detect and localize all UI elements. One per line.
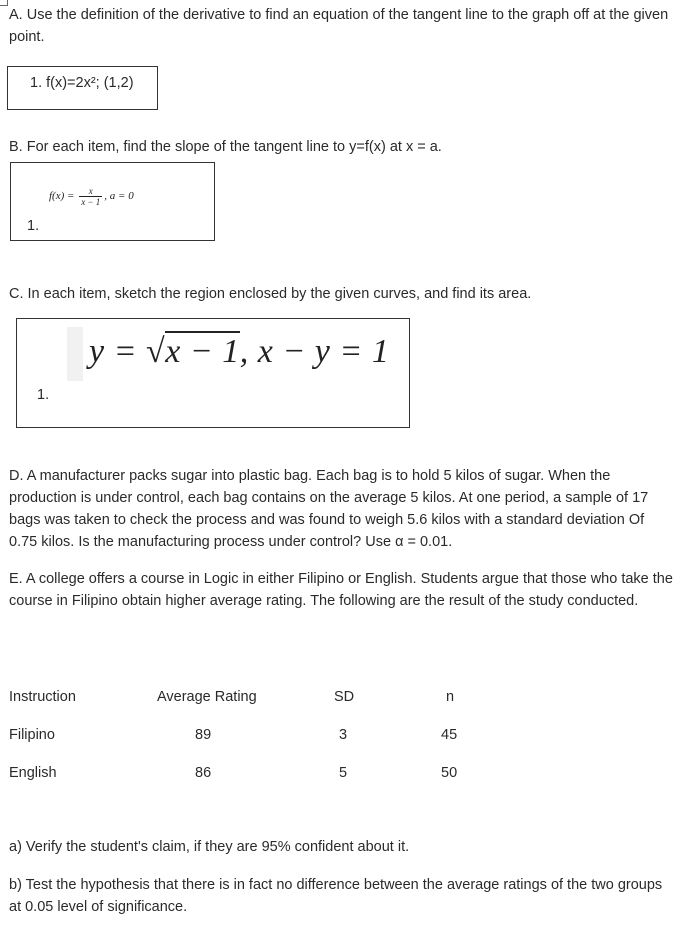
section-c-radical-sign: √ <box>146 333 166 370</box>
table-header-n: n <box>446 689 455 705</box>
section-d-problem: D. A manufacturer packs sugar into plastic bag. Each bag is to hold 5 kilos of sugar. When the production is under control, each bag contains on the average 5 kilos. At one period, a sample of 17 bags was taken to check the process and was found to weigh 5.6 kilos with a standard deviation Of 0.75 kilos. Is the manufacturing process under control? Use α = 0.01. <box>9 468 649 550</box>
table-header-instruction: Instruction <box>9 689 76 705</box>
table-header-average-rating: Average Rating <box>157 689 257 705</box>
section-b-formula <box>49 186 134 207</box>
section-b-item-number: 1. <box>27 218 40 234</box>
table-header-sd: SD <box>334 689 355 705</box>
section-e-question-a: a) Verify the student's claim, if they are 95% confident about it. <box>9 839 410 855</box>
section-c-formula <box>89 331 389 372</box>
section-b-item-box <box>10 162 215 241</box>
table-row-2-n: 50 <box>441 765 458 781</box>
section-b-condition: , a = 0 <box>104 190 134 203</box>
section-c-formula-lhs: y = <box>89 333 138 370</box>
section-b-denominator: x − 1 <box>81 197 101 207</box>
section-b-fraction <box>79 186 102 207</box>
section-c-item-number: 1. <box>37 387 50 403</box>
table-row-1-sd: 3 <box>339 727 348 743</box>
table-row-1-n: 45 <box>441 727 458 743</box>
table-row-1-instruction: Filipino <box>9 727 55 743</box>
section-e-problem: E. A college offers a course in Logic in either Filipino or English. Students argue that those who take the course in Filipino obtain higher average rating. The following are the result of the study conducted. <box>9 571 673 609</box>
table-row-1-average-rating: 89 <box>195 727 212 743</box>
section-c-instructions: C. In each item, sketch the region enclosed by the given curves, and find its area. <box>9 286 532 302</box>
table-row-2-average-rating: 86 <box>195 765 212 781</box>
section-c-scan-artifact <box>67 327 83 381</box>
section-c-item-box <box>16 318 410 428</box>
section-a-item-box <box>7 66 158 110</box>
section-a-instructions: A. Use the definition of the derivative to find an equation of the tangent line to the graph off at the given point. <box>9 7 669 45</box>
section-b-formula-lhs: f(x) = <box>49 190 75 203</box>
section-b-instructions: B. For each item, find the slope of the tangent line to y=f(x) at x = a. <box>9 139 442 155</box>
section-c-radicand: x − 1 <box>165 333 240 370</box>
section-a-item-1: 1. f(x)=2x²; (1,2) <box>30 75 134 91</box>
table-row-2-instruction: English <box>9 765 57 781</box>
table-row-2-sd: 5 <box>339 765 348 781</box>
section-e-question-b: b) Test the hypothesis that there is in fact no difference between the average ratings of the two groups at 0.05 level of significance. <box>9 877 663 915</box>
section-c-formula-rest: , x − y = 1 <box>239 333 390 370</box>
section-b-numerator: x <box>79 186 102 197</box>
page-corner-mark <box>0 0 8 6</box>
